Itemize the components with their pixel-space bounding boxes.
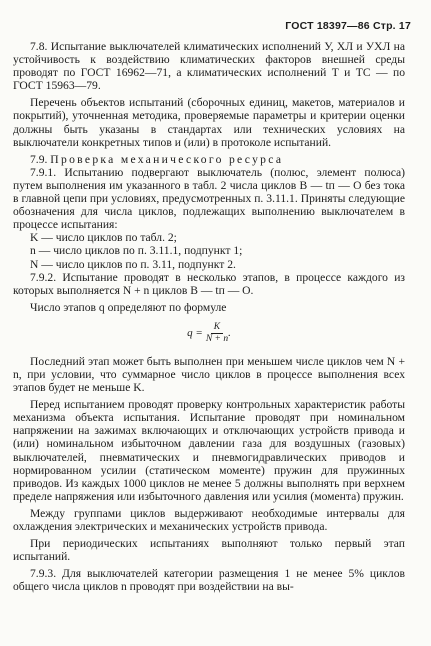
page-header: ГОСТ 18397—86 Стр. 17 — [285, 20, 411, 32]
paragraph-periodic: При периодических испытаниях выполняют только первый этап испытаний. — [13, 537, 405, 564]
definition-n-small: n — число циклов по п. 3.11.1, подпункт 1; — [30, 244, 243, 258]
formula-numerator: K — [211, 322, 223, 334]
document-body — [13, 40, 405, 597]
paragraph-7-9-1: 7.9.1. Испытанию подвергают выключатель (полюс, элемент полюса) путем выполнения им указанного в табл. 2 числа циклов В — tп — О без тока в главной цепи при условиях, предусмотренных п. 3.11.1. Приняты следующие обозначения для числа циклов, подлежащих выполнению выключателем в процессе испытания: — [13, 165, 405, 232]
paragraph-last-stage: Последний этап может быть выполнен при меньшем числе циклов чем N + n, при условии, что суммарное число циклов в процессе выполнения всех этапов будет не меньше K. — [13, 354, 405, 395]
formula-denominator: N + n — [205, 333, 229, 344]
paragraph-7-9-3: 7.9.3. Для выключателей категории размещения 1 не менее 5% циклов общего числа циклов n проводят при воздействии на вы- — [13, 567, 405, 594]
paragraph-intervals: Между группами циклов выдерживают необходимые интервалы для охлаждения электрических и механических устройств привода. — [13, 506, 405, 533]
paragraph-pretest-check: Перед испытанием проводят проверку контрольных характеристик работы механизма объекта испытания. Испытание проводят при номинальном напряжении на зажимах включающих и отключающих устройств привода и (или) номинальном избыточном давлении газа для воздушных (газовых) выключателей, пневматических и пневмогидравлических приводов и нормированном усилии (статическом моменте) пружин для пружинных приводов. Из каждых 1000 циклов не менее 5 должны выполнять при верхнем пределе напряжения или избыточного давления или усилия (момента) пружин. — [13, 398, 405, 503]
formula-q — [13, 322, 405, 345]
paragraph-7-8: 7.8. Испытание выключателей климатических исполнений У, ХЛ и УХЛ на устойчивость к воздействию климатических факторов внешней среды проводят по ГОСТ 16962—71, а климатических исполнений Т и ТС — по ГОСТ 15963—79. — [13, 40, 405, 93]
formula-fraction — [206, 322, 228, 345]
definition-n-large: N — число циклов по п. 3.11, подпункт 2. — [30, 257, 236, 271]
section-title: Проверка механического ресурса — [50, 152, 284, 166]
paragraph-stage-count: Число этапов q определяют по формуле — [30, 300, 227, 314]
formula-end: . — [228, 326, 231, 339]
section-number: 7.9. — [30, 152, 48, 166]
section-heading-7-9 — [13, 153, 405, 166]
formula-lhs: q = — [187, 326, 203, 339]
paragraph-test-objects: Перечень объектов испытаний (сборочных единиц, макетов, материалов и покрытий), уточненная методика, проверяемые параметры и критерии оценки должны быть указаны в стандартах или технических условиях на выключатели конкретных типов и (или) в протоколе испытаний. — [13, 96, 405, 149]
definition-k: K — число циклов по табл. 2; — [30, 231, 177, 245]
paragraph-7-9-2: 7.9.2. Испытание проводят в несколько этапов, в процессе каждого из которых выполняется N + n циклов В — tп — О. — [13, 270, 405, 297]
